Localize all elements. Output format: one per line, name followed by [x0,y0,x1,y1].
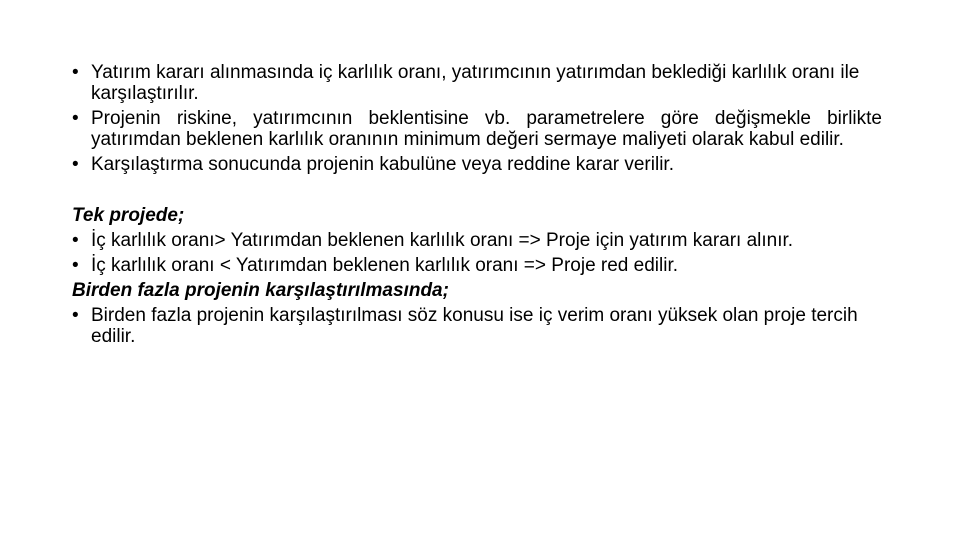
bullet-item: • İç karlılık oranı> Yatırımdan beklenen karlılık oranı => Proje için yatırım kararı alınır. [72,230,882,251]
single-project-heading: Tek projede; [72,205,185,226]
bullet-item: • Karşılaştırma sonucunda projenin kabulüne veya reddine karar verilir. [72,154,882,175]
single-project-bullet-list [72,230,882,276]
bullet-item: • İç karlılık oranı < Yatırımdan beklenen karlılık oranı => Proje red edilir. [72,255,882,276]
intro-bullet-list [72,62,882,175]
bullet-item: • Birden fazla projenin karşılaştırılması söz konusu ise iç verim oranı yüksek olan proje tercih edilir. [72,305,882,347]
bullet-item: • Projenin riskine, yatırımcının beklentisine vb. parametrelere göre değişmekle birlikte yatırımdan beklenen karlılık oranının minimum değeri sermaye maliyeti olarak kabul edilir. [72,108,882,150]
multiple-projects-heading: Birden fazla projenin karşılaştırılmasında; [72,280,449,301]
bullet-item: • Yatırım kararı alınmasında iç karlılık oranı, yatırımcının yatırımdan beklediği karlılık oranı ile karşılaştırılır. [72,62,882,104]
slide-content [72,62,882,351]
multiple-projects-bullet-list [72,305,882,347]
